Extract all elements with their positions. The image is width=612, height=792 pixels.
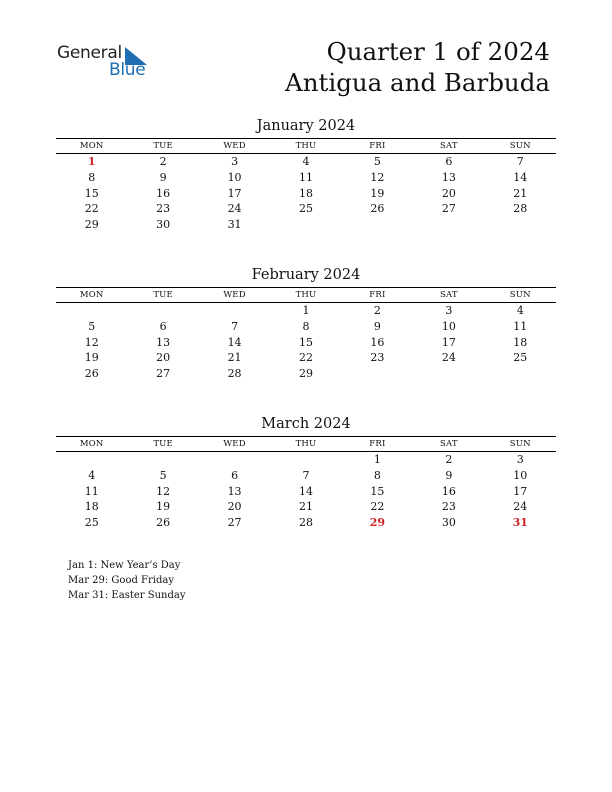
day-cell: 28 — [298, 516, 313, 530]
day-cell: 31 — [227, 218, 242, 232]
day-cell: 30 — [156, 218, 171, 232]
day-cell: 16 — [441, 484, 456, 498]
day-cell: 2 — [159, 155, 167, 168]
day-cell: 16 — [370, 335, 385, 349]
day-cell: 27 — [156, 367, 171, 381]
day-cell: 4 — [516, 304, 524, 317]
weekday-fri: FRI — [369, 141, 386, 151]
day-cell: 30 — [441, 516, 456, 530]
day-cell: 2 — [373, 304, 381, 317]
page-title — [285, 36, 550, 98]
day-cell: 25 — [298, 202, 313, 216]
day-cell: 15 — [370, 484, 385, 498]
day-cell: 22 — [298, 351, 313, 365]
day-cell: 14 — [298, 484, 313, 498]
empty-day-cell — [199, 452, 270, 468]
day-cell: 21 — [513, 186, 528, 200]
empty-day-cell — [56, 452, 127, 468]
day-cell: 15 — [84, 186, 99, 200]
logo-word-blue: Blue — [109, 60, 146, 80]
day-cell: 12 — [156, 484, 171, 498]
day-cell: 13 — [441, 170, 456, 184]
day-cell: 9 — [159, 170, 167, 184]
weekday-wed: WED — [223, 439, 246, 449]
day-cell: 10 — [441, 319, 456, 333]
month-calendar-march — [56, 415, 556, 531]
day-cell: 14 — [513, 170, 528, 184]
day-cell: 27 — [441, 202, 456, 216]
weekday-sun: SUN — [509, 141, 531, 151]
month-calendar-january — [56, 117, 556, 233]
day-cell: 9 — [373, 319, 381, 333]
day-cell: 12 — [84, 335, 99, 349]
day-cell: 20 — [441, 186, 456, 200]
day-cell: 21 — [227, 351, 242, 365]
weekday-fri: FRI — [369, 439, 386, 449]
empty-day-cell — [56, 303, 127, 319]
weekday-thu: THU — [295, 290, 317, 300]
day-cell: 6 — [445, 155, 453, 168]
weekday-wed: WED — [223, 141, 246, 151]
day-cell: 19 — [84, 351, 99, 365]
weekday-mon: MON — [79, 290, 104, 300]
weekday-mon: MON — [79, 439, 104, 449]
weekday-sun: SUN — [509, 290, 531, 300]
day-cell: 1 — [302, 304, 310, 317]
day-cell: 19 — [370, 186, 385, 200]
holiday-notes — [68, 558, 185, 603]
day-cell: 17 — [227, 186, 242, 200]
weekday-header — [56, 287, 556, 303]
empty-day-cell — [270, 452, 341, 468]
day-cell: 5 — [373, 155, 381, 168]
weekday-tue: TUE — [153, 290, 173, 300]
weekday-thu: THU — [295, 141, 317, 151]
day-cell: 7 — [302, 468, 310, 482]
weekday-tue: TUE — [153, 439, 173, 449]
day-grid — [56, 154, 556, 233]
weekday-sun: SUN — [509, 439, 531, 449]
day-cell: 25 — [84, 516, 99, 530]
day-cell: 1 — [373, 453, 381, 466]
day-cell: 12 — [370, 170, 385, 184]
holiday-note: Jan 1: New Year’s Day — [68, 560, 181, 571]
title-quarter: Quarter 1 of 2024 — [326, 37, 550, 66]
month-title: March 2024 — [261, 416, 351, 432]
day-grid — [56, 303, 556, 382]
weekday-header — [56, 138, 556, 154]
weekday-sat: SAT — [439, 290, 458, 300]
day-cell: 25 — [513, 351, 528, 365]
weekday-thu: THU — [295, 439, 317, 449]
day-cell: 17 — [441, 335, 456, 349]
day-cell: 20 — [227, 500, 242, 514]
day-cell: 28 — [513, 202, 528, 216]
day-cell: 16 — [156, 186, 171, 200]
weekday-tue: TUE — [153, 141, 173, 151]
weekday-wed: WED — [223, 290, 246, 300]
day-cell: 7 — [231, 319, 239, 333]
title-country: Antigua and Barbuda — [285, 68, 550, 97]
day-cell: 3 — [445, 304, 453, 317]
logo-word-general: General — [57, 43, 122, 63]
day-cell: 13 — [227, 484, 242, 498]
month-calendar-february — [56, 266, 556, 382]
day-cell: 8 — [302, 319, 310, 333]
day-cell: 10 — [227, 170, 242, 184]
day-cell: 5 — [88, 319, 96, 333]
day-cell: 18 — [513, 335, 528, 349]
day-cell: 27 — [227, 516, 242, 530]
weekday-header — [56, 436, 556, 452]
day-cell: 23 — [156, 202, 171, 216]
day-cell: 8 — [88, 170, 96, 184]
day-cell: 26 — [84, 367, 99, 381]
empty-day-cell — [199, 303, 270, 319]
day-cell: 9 — [445, 468, 453, 482]
day-cell: 13 — [156, 335, 171, 349]
day-cell: 24 — [441, 351, 456, 365]
day-grid — [56, 452, 556, 531]
day-cell: 28 — [227, 367, 242, 381]
day-cell: 11 — [298, 170, 313, 184]
day-cell: 20 — [156, 351, 171, 365]
day-cell: 7 — [516, 155, 524, 168]
day-cell: 24 — [513, 500, 528, 514]
day-cell: 22 — [84, 202, 99, 216]
day-cell: 24 — [227, 202, 242, 216]
day-cell: 18 — [298, 186, 313, 200]
day-cell: 6 — [159, 319, 167, 333]
day-cell: 4 — [302, 155, 310, 168]
weekday-fri: FRI — [369, 290, 386, 300]
day-cell: 4 — [88, 468, 96, 482]
holiday-day-cell: 29 — [369, 516, 386, 530]
day-cell: 5 — [159, 468, 167, 482]
day-cell: 21 — [298, 500, 313, 514]
day-cell: 18 — [84, 500, 99, 514]
day-cell: 3 — [516, 453, 524, 466]
day-cell: 8 — [373, 468, 381, 482]
day-cell: 11 — [513, 319, 528, 333]
generalblue-logo — [57, 43, 157, 83]
day-cell: 29 — [298, 367, 313, 381]
day-cell: 23 — [441, 500, 456, 514]
holiday-day-cell: 31 — [512, 516, 528, 530]
month-title: February 2024 — [251, 267, 361, 283]
holiday-note: Mar 31: Easter Sunday — [68, 590, 186, 601]
empty-day-cell — [127, 303, 198, 319]
day-cell: 3 — [231, 155, 239, 168]
day-cell: 14 — [227, 335, 242, 349]
holiday-day-cell: 1 — [87, 155, 96, 168]
weekday-sat: SAT — [439, 141, 458, 151]
day-cell: 6 — [231, 468, 239, 482]
day-cell: 2 — [445, 453, 453, 466]
weekday-mon: MON — [79, 141, 104, 151]
day-cell: 23 — [370, 351, 385, 365]
day-cell: 11 — [84, 484, 99, 498]
day-cell: 17 — [513, 484, 528, 498]
month-title: January 2024 — [256, 118, 356, 134]
day-cell: 15 — [298, 335, 313, 349]
empty-day-cell — [127, 452, 198, 468]
holiday-note: Mar 29: Good Friday — [68, 575, 174, 586]
weekday-sat: SAT — [439, 439, 458, 449]
day-cell: 19 — [156, 500, 171, 514]
day-cell: 22 — [370, 500, 385, 514]
day-cell: 26 — [156, 516, 171, 530]
day-cell: 29 — [84, 218, 99, 232]
day-cell: 10 — [513, 468, 528, 482]
day-cell: 26 — [370, 202, 385, 216]
